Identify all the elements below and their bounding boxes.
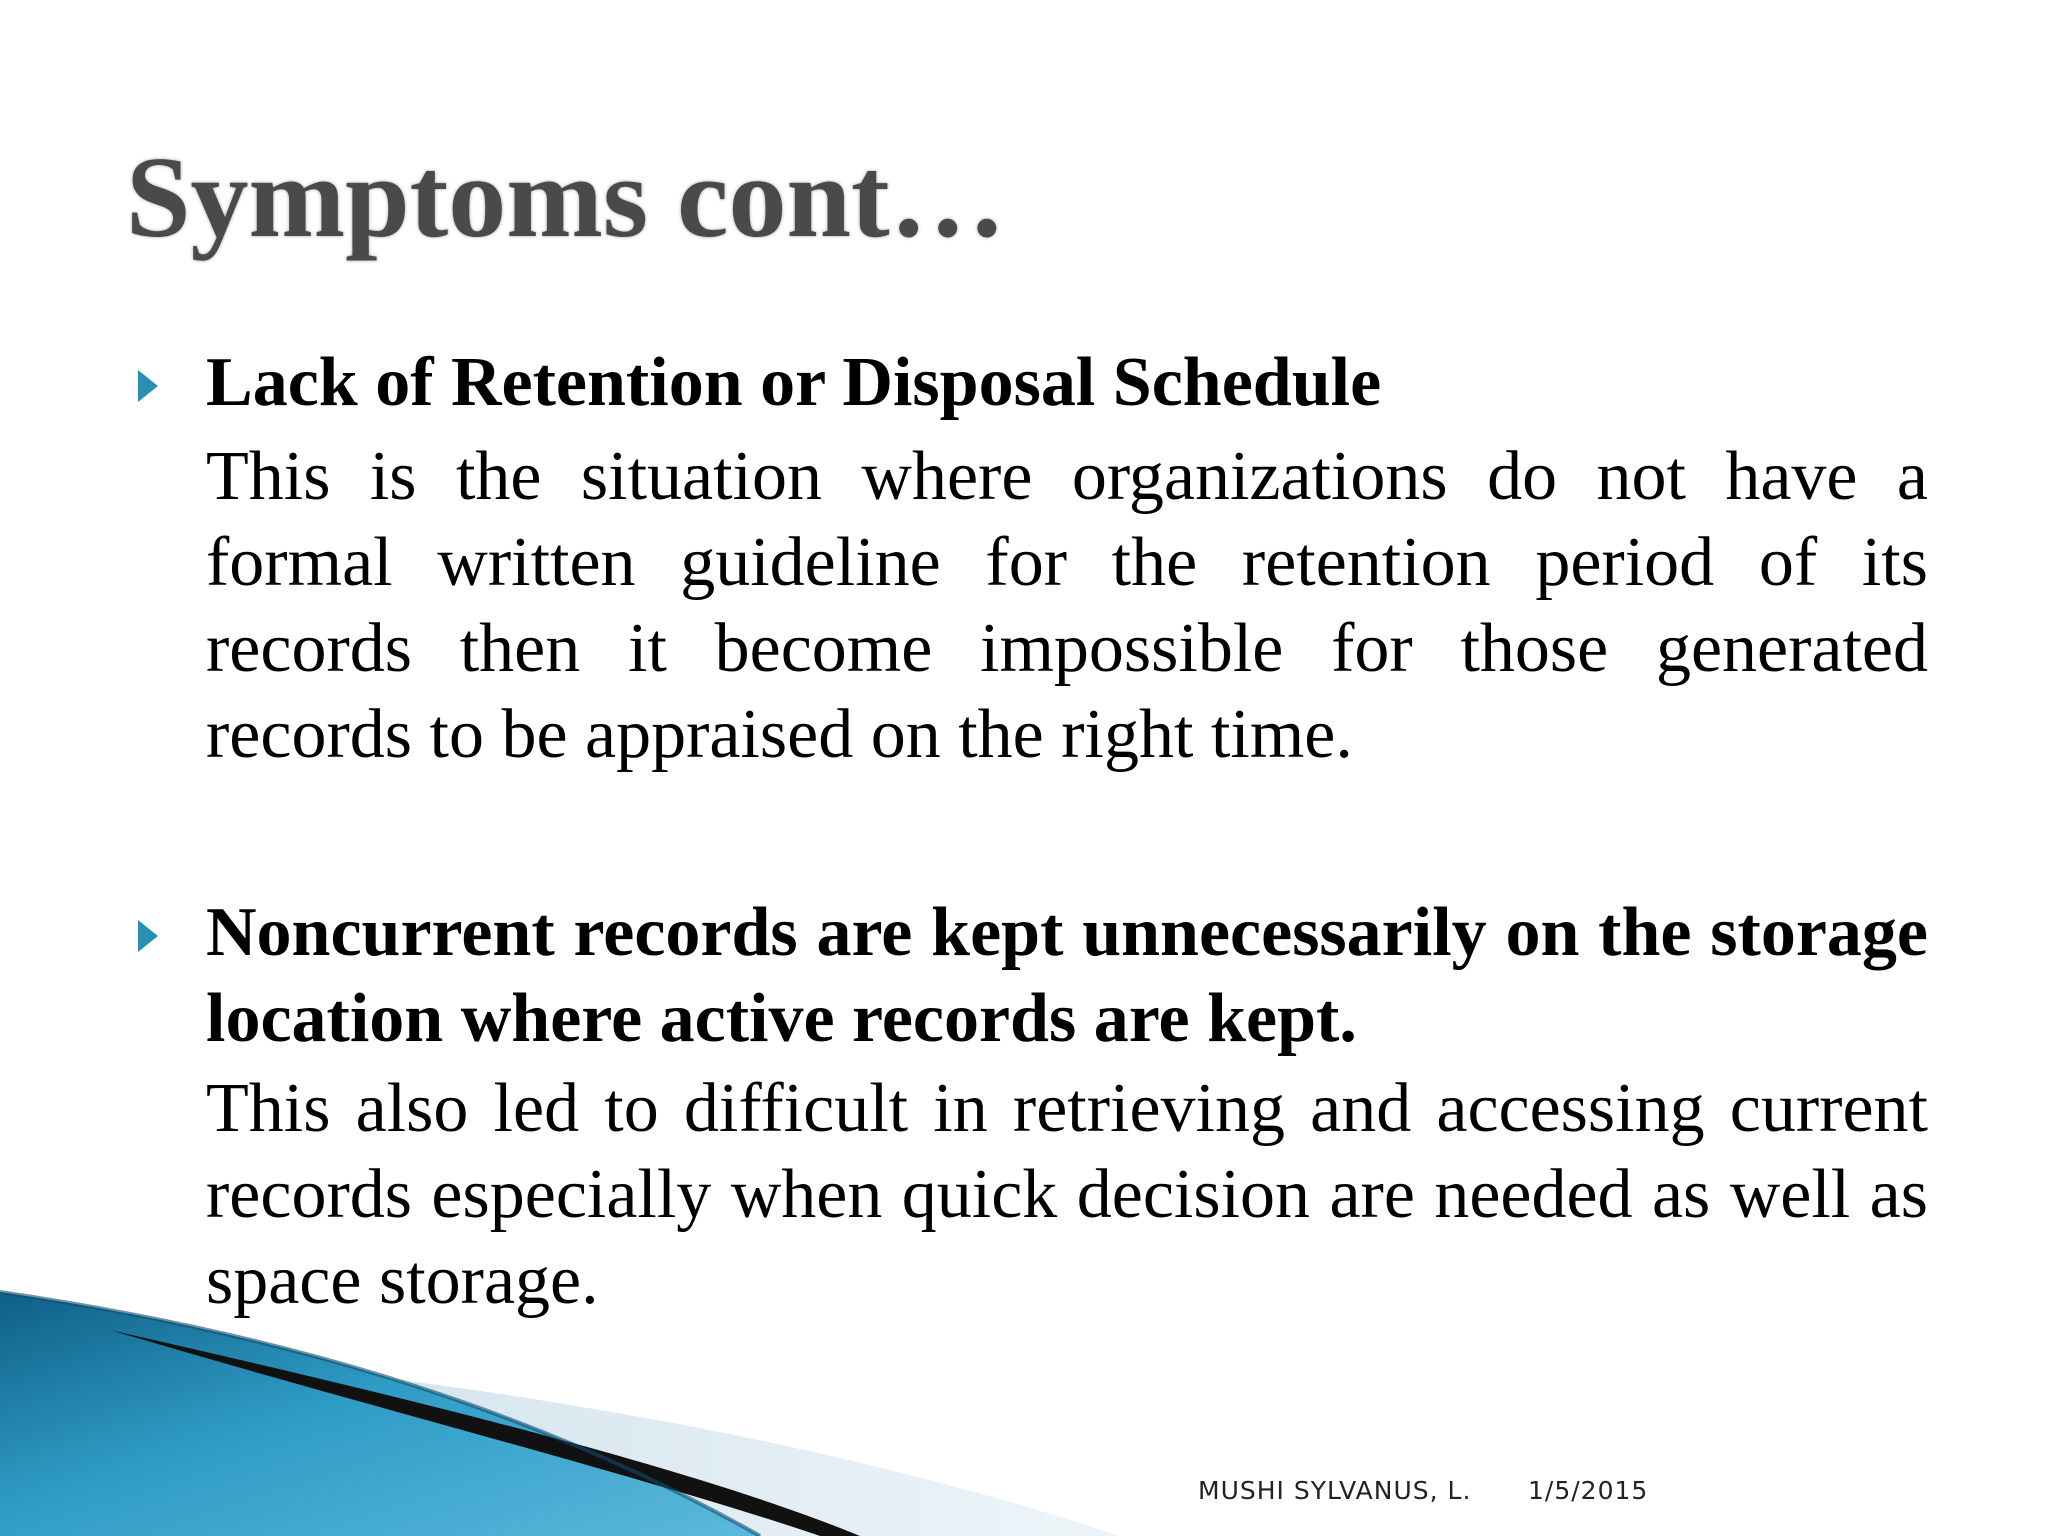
- slide-title: Symptoms cont…: [126, 134, 1006, 262]
- bullet-heading: Noncurrent records are kept unnecessarily on the storage location where active records are kept.: [206, 894, 1928, 1057]
- bullet-item-retention-schedule: [206, 340, 1928, 778]
- footer-author: MUSHI SYLVANUS, L.: [1198, 1476, 1472, 1505]
- bullet-heading: Lack of Retention or Disposal Schedule: [206, 344, 1382, 421]
- bullet-description: This is the situation where organizations do not have a formal written guideline for the retention period of its records then it become impossible for those generated records to be appraised on the right time.: [206, 438, 1928, 773]
- triangle-bullet-icon: [138, 920, 158, 952]
- triangle-bullet-icon: [138, 370, 158, 402]
- bullet-description: This also led to difficult in retrieving and accessing current records especially when quick decision are needed as well as space storage.: [206, 1070, 1928, 1319]
- bullet-item-noncurrent-records: [206, 890, 1928, 1324]
- footer-date: 1/5/2015: [1528, 1476, 1649, 1505]
